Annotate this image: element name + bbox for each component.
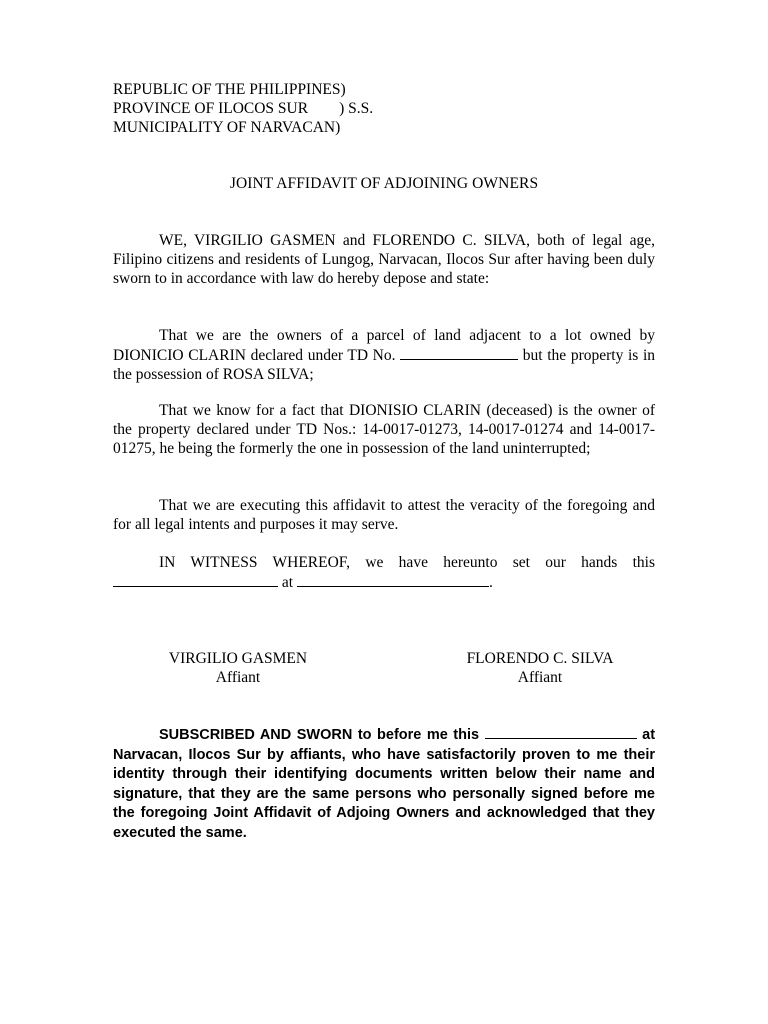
paragraph-witness-text-b: at bbox=[281, 574, 294, 591]
signatory-role-right: Affiant bbox=[517, 669, 563, 686]
paragraph-owner-fact: That we know for a fact that DIONISIO CLARIN (deceased) is the owner of the property declared under TD Nos.: 14-0017-01273, 14-0017-01274 and 14-0017-01275, he being the formerly the one in possession of the land uninterrupted; bbox=[113, 402, 655, 457]
jurat-text-a: SUBSCRIBED AND SWORN to before me this bbox=[159, 727, 480, 743]
header-line-municipality: MUNICIPALITY OF NARVACAN) bbox=[113, 119, 341, 136]
signatory-name-left: VIRGILIO GASMEN bbox=[168, 650, 308, 667]
signature-block-right bbox=[455, 649, 625, 687]
paragraph-purpose: That we are executing this affidavit to attest the veracity of the foregoing and for all legal intents and purposes it may serve. bbox=[113, 497, 655, 533]
signature-block-left bbox=[160, 649, 316, 687]
paragraph-ownership-text-a: That we are the owners of a parcel of land adjacent to a lot owned by DIONICIO CLARIN declared under TD No. bbox=[113, 327, 655, 364]
paragraph-ownership-text-b: but the property is in the possession of ROSA SILVA; bbox=[113, 347, 656, 383]
paragraph-witness bbox=[113, 553, 655, 592]
paragraph-witness-text-c: . bbox=[488, 574, 493, 591]
header-line-province: PROVINCE OF ILOCOS SUR ) S.S. bbox=[113, 100, 374, 117]
paragraph-witness-text-a: IN WITNESS WHEREOF, we have hereunto set our hands this bbox=[159, 554, 655, 571]
header-line-republic: REPUBLIC OF THE PHILIPPINES) bbox=[113, 81, 346, 98]
paragraph-affiants: WE, VIRGILIO GASMEN and FLORENDO C. SILVA, both of legal age, Filipino citizens and residents of Lungog, Narvacan, Ilocos Sur after having been duly sworn to in accordance with law do hereby depose and state: bbox=[113, 232, 655, 287]
td-number-blank bbox=[400, 345, 518, 360]
document-title: JOINT AFFIDAVIT OF ADJOINING OWNERS bbox=[229, 175, 539, 192]
place-blank bbox=[297, 572, 489, 587]
jurat-paragraph bbox=[113, 724, 655, 843]
date-blank bbox=[113, 572, 278, 587]
jurat-text-b: at Narvacan, Ilocos Sur by affiants, who have satisfactorily proven to me their identity through their identifying documents written below their name and signature, that they are the same persons who personally signed before me the foregoing Joint Affidavit of Adjoing Owners and acknowledged that they executed the same. bbox=[113, 727, 656, 841]
signatory-role-left: Affiant bbox=[215, 669, 261, 686]
jurat-date-blank bbox=[485, 724, 637, 739]
paragraph-ownership bbox=[113, 326, 655, 384]
signatory-name-right: FLORENDO C. SILVA bbox=[466, 650, 614, 667]
venue-header bbox=[113, 80, 513, 137]
